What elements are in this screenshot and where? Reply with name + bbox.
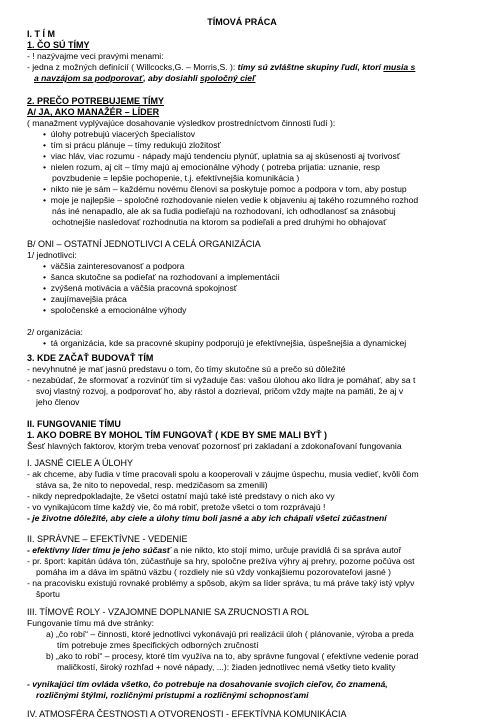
subheading: 3. KDE ZAČAŤ BUDOVAŤ TÍM <box>27 353 154 363</box>
definition-line-2 <box>34 73 256 84</box>
bullet-item: • nikto nie je sám – každému novému členovi sa poskytuje pomoc a podpora v tom, aby postup <box>43 184 407 194</box>
text-line: svoj vlastný rozvoj, a podporovať ho, aby rástol a dozrieval, pričom vždy majte na pamäti, že aj v <box>36 386 404 396</box>
emphasis-line: rozličnými štýlmi, rozličnými prístupmi a rozličnými schopnosťami <box>36 690 309 700</box>
bullet-text: šanca skutočne sa podieľať na rozhodovaní a implementácii <box>50 272 280 282</box>
bullet-item: • tím si prácu plánuje – tímy redukujú zložitosť <box>43 140 221 150</box>
text-line: - nevyhnutné je mať jasnú predstavu o tom, čo tímy skutočne sú a prečo sú dôležité <box>27 364 346 374</box>
bullet-item: • väčšia zainteresovanosť a podpora <box>43 261 185 271</box>
text-line: športu <box>36 589 60 599</box>
text-line <box>27 545 401 556</box>
text-line: tím potrebuje zmes špecifických odborných zručností <box>57 640 259 650</box>
bullet-continuation: ochotnejšie nasledovať rozhodnutia na ktorom sa podieľali a pred druhými ho obhajovať <box>52 217 387 227</box>
text-line: ( manažment vyplývajúce dosahovanie výsledkov prostredníctvom činnosti ľudí ): <box>27 118 336 128</box>
text-line: 2/ organizácia: <box>27 327 83 337</box>
emphasis-underlined: musia s <box>383 62 416 72</box>
bullet-item: • zvýšená motivácia a väčšia pracovná spokojnosť <box>43 283 237 293</box>
text-line: a) „čo robí“ – činnosti, ktoré jednotlivci vykonávajú pri realizácii úloh ( plánovanie, výroba a preda <box>46 629 414 639</box>
text-line: stáva sa, že nito to nepovedal, resp. medzičasom sa zmenili) <box>36 480 268 490</box>
subheading: IV. ATMOSFÉRA ČESTNOSTI A OTVORENOSTI - EFEKTÍVNA KOMUNIKÁCIA <box>27 709 347 719</box>
text-line: - nikdy nepredpokladajte, že všetci ostatní majú také isté predstavy o nich ako vy <box>27 491 335 501</box>
bullet-continuation: povzbudenie = lepšie pochopenie, t.j. efektívnejšia komunikácia ) <box>52 173 300 183</box>
subheading: I. JASNÉ CIELE A ÚLOHY <box>27 458 134 468</box>
text-line: Šesť hlavných faktorov, ktorým treba venovať pozornosť pri zakladaní a zdokonaľovaní fungovania <box>27 441 402 451</box>
text-line: jeho členov <box>36 397 80 407</box>
bullet-text: tím si prácu plánuje – tímy redukujú zložitosť <box>50 140 221 150</box>
subheading: III. TÍMOVÉ ROLY - VZAJOMNE DOPLNANIE SA ZRUCNOSTI A ROL <box>27 607 310 617</box>
text-line: pomáha im a dáva im spätnú väzbu ( rozdiely nie sú vždy vonkajšiemu pozorovateľovi jasné ) <box>36 567 392 577</box>
text-line: maličkostí, široký rozhľad + nové nápady, ...): žiaden jednotlivec nemá všetky tieto kvality <box>57 662 396 672</box>
text-line: - ak chceme, aby ľudia v tíme pracovali spolu a kooperovali v záujme úspechu, musia vedieť, kvôli čom <box>27 469 419 479</box>
emphasis-underlined: spoločný cieľ <box>200 73 256 83</box>
subheading: A/ JA, AKO MANAŽÉR – LÍDER <box>27 107 160 117</box>
text: - jedna z možných definícií ( Willcocks,G. – Morris,S. ): <box>27 62 238 72</box>
bullet-text: nikto nie je sám – každému novému členovi sa poskytuje pomoc a podpora v tom, aby postup <box>50 184 407 194</box>
bullet-text: zaujímavejšia práca <box>50 294 127 304</box>
subheading: 2. PREČO POTREBUJEME TÍMY <box>27 96 165 106</box>
bullet-text: moje je najlepšie – spoločné rozhodovanie nielen vedie k objaveniu aj takého rozumného rozhod <box>50 195 419 205</box>
emphasis-line: - vynikajúci tím ovláda všetko, čo potrebuje na dosahovanie svojich cieľov, čo znamená, <box>27 679 388 689</box>
bullet-text: úlohy potrebujú viacerých špecialistov <box>50 129 196 139</box>
text-line: b) „ako to robí“ – procesy, ktoré tím využíva na to, aby správne fungoval ( efektívne vedenie porad <box>46 651 419 661</box>
section-heading: II. FUNGOVANIE TÍMU <box>27 419 121 429</box>
text-line: 1/ jednotlivci: <box>27 250 77 260</box>
text-line: Fungovanie tímu má dve stránky: <box>27 618 155 628</box>
subheading: B/ ONI – OSTATNÍ JEDNOTLIVCI A CELÁ ORGANIZÁCIA <box>27 239 261 249</box>
bullet-item: • moje je najlepšie – spoločné rozhodovanie nielen vedie k objaveniu aj takého rozumného rozhod <box>43 195 419 205</box>
bullet-text: tá organizácia, kde sa pracovné skupiny podporujú je efektívnejšia, úspešnejšia a dynamickej <box>50 338 407 348</box>
text: a nie nikto, kto stojí mimo, určuje pravidlá či sa správa autoř <box>171 545 402 555</box>
definition-line <box>27 62 415 73</box>
text-line: - nezabúdať, že sformovať a rozvinúť tím si vyžaduje čas: vašou úlohou ako lídra je pomáhať, aby sa t <box>27 375 416 385</box>
emphasis: , aby dosiahli <box>143 73 201 83</box>
text-line: - na pracovisku existujú rovnaké problémy a spôsob, akým sa líder správa, tu má práve taký istý vplyv <box>27 578 415 588</box>
emphasis: - efektívny líder tímu je jeho súčasť <box>27 545 172 555</box>
emphasis-underlined: a navzájom sa podporovať <box>34 73 144 83</box>
bullet-item: • tá organizácia, kde sa pracovné skupiny podporujú je efektívnejšia, úspešnejšia a dynamickej <box>43 338 407 348</box>
text-line: - ! nazývajme veci pravými menami: <box>27 51 164 61</box>
bullet-item: • spoločenské a emocionálne výhody <box>43 305 187 315</box>
emphasis: tímy sú zvláštne skupiny ľudí, ktorí <box>237 62 384 72</box>
section-heading: I. T Í M <box>27 29 55 39</box>
bullet-text: viac hláv, viac rozumu - nápady majú tendenciu plynúť, uplatnia sa aj skúsenosti aj tvorivosť <box>50 151 401 161</box>
bullet-text: spoločenské a emocionálne výhody <box>50 305 187 315</box>
text-line: - pr. šport: kapitán údáva tón, zúčastňuje sa hry, spoločne prežíva výhry aj prehry, pozorne počúva ost <box>27 556 415 566</box>
bullet-item: • šanca skutočne sa podieľať na rozhodovaní a implementácii <box>43 272 280 282</box>
text-line: - vo vynikajúcom tíme každý vie, čo má robiť, pretože všetci o tom rozprávajú ! <box>27 502 326 512</box>
emphasis-line: - je životne dôležité, aby ciele a úlohy tímu boli jasné a aby ich chápali všetci zúčastnení <box>27 513 387 523</box>
subheading: 1. AKO DOBRE BY MOHOL TÍM FUNGOVAŤ ( KDE BY SME MALI BYŤ ) <box>27 430 328 440</box>
document-title: TÍMOVÁ PRÁCA <box>207 17 277 27</box>
bullet-text: nielen rozum, aj cit – tímy majú aj emocionálne výhody ( potreba prijatia: uznanie, resp <box>50 162 380 172</box>
bullet-item: • zaujímavejšia práca <box>43 294 127 304</box>
bullet-item: • viac hláv, viac rozumu - nápady majú tendenciu plynúť, uplatnia sa aj skúsenosti aj tvorivosť <box>43 151 401 161</box>
bullet-item: • úlohy potrebujú viacerých špecialistov <box>43 129 196 139</box>
bullet-item: • nielen rozum, aj cit – tímy majú aj emocionálne výhody ( potreba prijatia: uznanie, resp <box>43 162 380 172</box>
bullet-text: zvýšená motivácia a väčšia pracovná spokojnosť <box>50 283 237 293</box>
subheading: II. SPRÁVNE – EFEKTÍVNE - VEDENIE <box>27 534 188 544</box>
subheading: 1. ČO SÚ TÍMY <box>27 40 90 50</box>
bullet-text: väčšia zainteresovanosť a podpora <box>50 261 185 271</box>
bullet-continuation: nás iné nenapadlo, ale ak sa ľudia podieľajú na rozhodovaní, ich odhodlanosť sa znásobuj <box>52 206 396 216</box>
